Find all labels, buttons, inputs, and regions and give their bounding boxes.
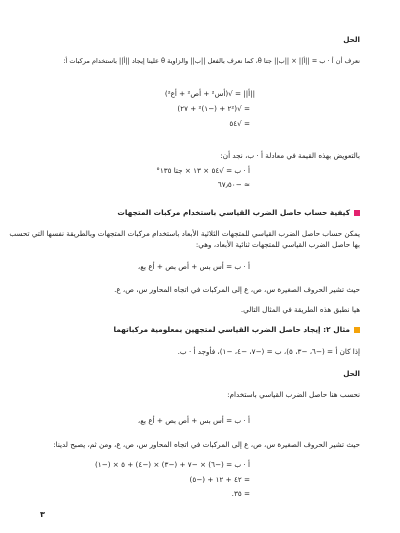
dot-product-line-1: أ · ب = √٥٤ × ١٣ × جتا ١٣٥° (156, 166, 250, 175)
dot-product-formula-2: أ · ب = أس بس + أص بص + أع بع، (137, 416, 250, 425)
page-number: ٣ (40, 510, 45, 519)
magnitude-line-3: = √٥٤ (229, 119, 250, 128)
example-heading-text: مثال ٢: إيجاد حاصل الضرب القياسي لمتجهين بمعلومية مركباتهما (113, 325, 350, 334)
calc-line-1: أ · ب = (−٦) × −٧ + (−٣) × (−٤) + ٥ × (−١) (94, 460, 250, 469)
example-statement: إذا كان أ = (−٦، −٣، ٥)، ب = (−٧، −٤، −١)، فأوجد أ · ب. (177, 347, 360, 356)
solution-intro: نحسب هنا حاصل الضرب القياسي باستخدام: (227, 390, 360, 399)
example-marker-icon (354, 327, 360, 333)
section-heading-text: كيفية حساب حاصل الضرب القياسي باستخدام مركبات المتجهات (117, 208, 350, 217)
section-marker-icon (354, 210, 360, 216)
magnitude-line-1: ||أ|| = √(أس² + أص² + أع²) (164, 89, 255, 98)
method-paragraph-line-1: يمكن حساب حاصل الضرب القياسي للمتجهات الثلاثية الأبعاد باستخدام مركبات المتجهات وبالطريقة نفسها التي تحسب (9, 229, 360, 238)
substitution-paragraph: بالتعويض بهذه القيمة في معادلة أ · ب، نجد أن: (220, 151, 360, 160)
dot-product-line-2: ≈ −٦٧٫٥٠ (217, 180, 250, 189)
magnitude-line-2: = √(٢² + (−١)² + ٢٧) (177, 104, 250, 113)
calc-line-2: = ٤٢ + ١٢ + (−٥) (189, 475, 250, 484)
solution-heading-2: الحل (343, 369, 360, 378)
section-heading (40, 208, 360, 218)
dot-product-formula: أ · ب = أس بس + أص بص + أع بع، (137, 262, 250, 271)
method-paragraph-line-2: بها حاصل الضرب القياسي للمتجهات ثنائية الأبعاد، وهي: (195, 240, 360, 249)
intro-paragraph: نعرف أن أ · ب = ||أ|| × ||ب|| جتا θ، كما نعرف بالفعل ||ب|| والزاوية θ علينا إيجاد ||أ|| باستخدام مركبات أ: (63, 57, 360, 65)
components-note-2: حيث تشير الحروف الصغيرة س، ص، ع إلى المركبات في اتجاه المحاور س، ص، ع، ومن ثم، يصبح لدينا: (53, 440, 360, 449)
example-heading (40, 325, 360, 335)
components-note: حيث تشير الحروف الصغيرة س، ص، ع إلى المركبات في اتجاه المحاور س، ص، ع. (114, 285, 360, 294)
apply-note: هيا نطبق هذه الطريقة في المثال التالي. (240, 305, 360, 314)
solution-heading: الحل (343, 35, 360, 44)
calc-line-3: = ٣٥. (231, 489, 250, 498)
